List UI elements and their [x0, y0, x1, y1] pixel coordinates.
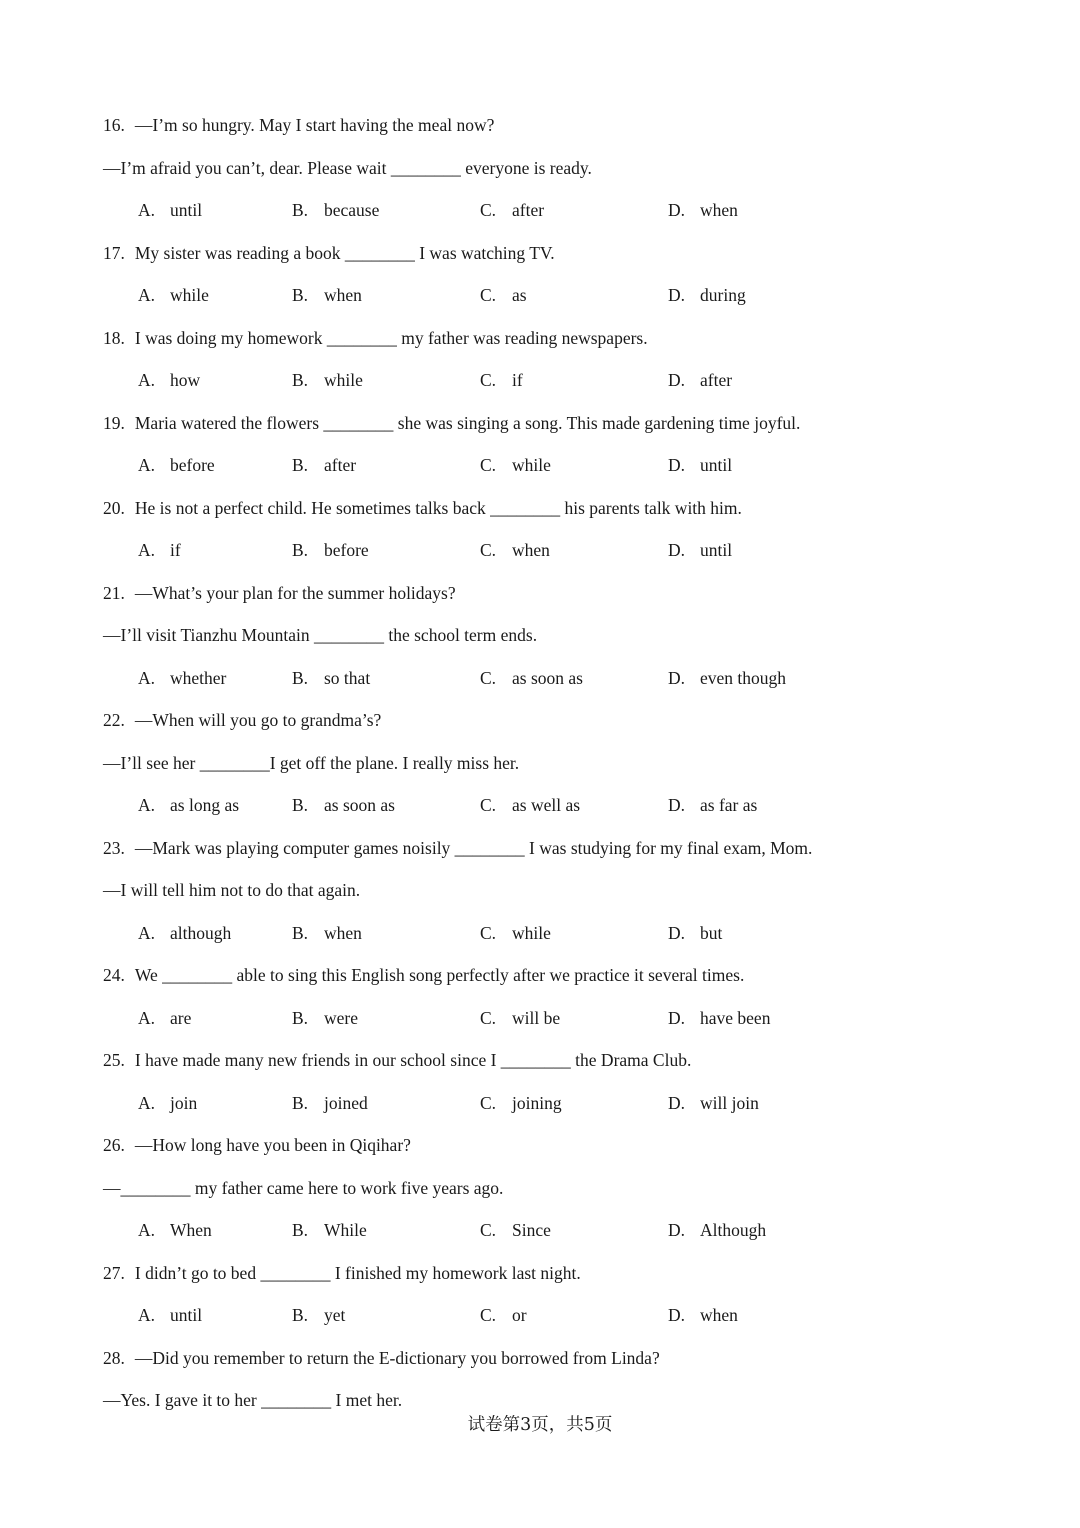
option-text: as soon as — [512, 667, 583, 688]
option-b — [292, 450, 356, 480]
option-letter: C. — [480, 667, 497, 688]
question-stem — [103, 833, 1003, 876]
option-letter: A. — [138, 795, 156, 815]
option-letter: D. — [668, 922, 686, 943]
option-letter: A. — [138, 922, 156, 943]
question-reply-line — [103, 875, 1003, 918]
option-text: are — [170, 1007, 192, 1028]
option-letter: D. — [668, 1220, 686, 1240]
option-b — [292, 663, 370, 693]
options-row — [103, 663, 1003, 706]
option-d — [668, 195, 738, 225]
option-d — [668, 918, 722, 948]
option-b — [292, 790, 395, 820]
option-text: how — [170, 370, 201, 390]
option-letter: A. — [138, 1305, 156, 1325]
option-text: when — [512, 540, 550, 560]
option-d — [668, 1215, 766, 1245]
question-text: —I’m so hungry. May I start having the meal now? — [134, 115, 495, 135]
option-letter: B. — [292, 1220, 309, 1240]
question-text: He is not a perfect child. He sometimes talks back ________ his parents talk with him. — [134, 497, 742, 518]
option-text: until — [170, 1305, 203, 1325]
question-stem — [103, 238, 1003, 281]
option-letter: B. — [292, 1305, 309, 1325]
option-d — [668, 1003, 770, 1033]
option-text: have been — [700, 1007, 771, 1028]
option-letter: D. — [668, 200, 686, 220]
option-a — [138, 535, 181, 565]
option-text: after — [512, 200, 545, 220]
option-text: even though — [700, 667, 787, 688]
option-b — [292, 365, 363, 395]
question-reply-line — [103, 1173, 1003, 1216]
question-number: 24. — [103, 965, 125, 985]
option-letter: A. — [138, 1220, 156, 1240]
option-text: when — [324, 285, 362, 305]
question-reply-line — [103, 748, 1003, 791]
option-text: Since — [512, 1220, 551, 1240]
option-text: yet — [324, 1305, 346, 1325]
question-number: 22. — [103, 710, 125, 730]
option-text: while — [512, 922, 551, 943]
option-letter: D. — [668, 540, 686, 560]
options-row — [103, 195, 1003, 238]
question-number: 25. — [103, 1050, 125, 1070]
option-text: whether — [170, 667, 227, 688]
option-text: as far as — [700, 795, 758, 815]
question-text: Maria watered the flowers ________ she was singing a song. This made gardening time joyful. — [134, 412, 801, 433]
question-text: I have made many new friends in our school since I ________ the Drama Club. — [134, 1050, 692, 1070]
option-letter: D. — [668, 370, 686, 390]
option-text: as soon as — [324, 795, 395, 815]
option-letter: B. — [292, 1007, 309, 1028]
question-number: 20. — [103, 497, 125, 518]
question-stem — [103, 493, 1003, 536]
options-row — [103, 450, 1003, 493]
option-d — [668, 663, 786, 693]
question-number: 21. — [103, 582, 125, 603]
option-text: While — [324, 1220, 367, 1240]
question-reply-line — [103, 620, 1003, 663]
option-text: as well as — [512, 795, 581, 815]
option-text: if — [512, 370, 523, 390]
question-text: —Did you remember to return the E-dictionary you borrowed from Linda? — [134, 1347, 660, 1368]
option-text: because — [324, 200, 380, 220]
option-letter: C. — [480, 455, 497, 475]
question-stem — [103, 1343, 1003, 1386]
option-a — [138, 663, 226, 693]
option-letter: D. — [668, 1305, 686, 1325]
option-letter: D. — [668, 795, 686, 815]
option-b — [292, 535, 369, 565]
option-text: as long as — [170, 795, 240, 815]
question-stem — [103, 1258, 1003, 1301]
option-letter: C. — [480, 1220, 497, 1240]
option-letter: D. — [668, 1092, 686, 1113]
option-c — [480, 918, 551, 948]
option-a — [138, 1300, 202, 1330]
option-letter: A. — [138, 1007, 156, 1028]
question-text: —I’ll see her ________I get off the plane. I really miss her. — [103, 752, 520, 773]
option-letter: D. — [668, 285, 686, 305]
question-text: —________ my father came here to work five years ago. — [103, 1177, 504, 1198]
option-text: while — [324, 370, 363, 390]
option-letter: C. — [480, 1305, 497, 1325]
option-c — [480, 663, 583, 693]
option-c — [480, 790, 580, 820]
option-c — [480, 1300, 527, 1330]
question-number: 28. — [103, 1347, 125, 1368]
option-d — [668, 790, 757, 820]
option-c — [480, 195, 544, 225]
option-letter: A. — [138, 285, 156, 305]
option-letter: C. — [480, 200, 497, 220]
question-stem — [103, 1130, 1003, 1173]
question-text: —I will tell him not to do that again. — [103, 880, 361, 900]
option-letter: C. — [480, 370, 497, 390]
option-text: when — [700, 1305, 738, 1325]
option-text: while — [512, 455, 551, 475]
option-letter: B. — [292, 370, 309, 390]
option-a — [138, 195, 202, 225]
question-text: I was doing my homework ________ my father was reading newspapers. — [134, 327, 648, 348]
option-letter: A. — [138, 370, 156, 390]
question-text: —How long have you been in Qiqihar? — [134, 1135, 411, 1155]
option-text: as — [512, 285, 527, 305]
option-d — [668, 1300, 738, 1330]
option-text: until — [700, 455, 733, 475]
question-text: —Yes. I gave it to her ________ I met her. — [103, 1390, 403, 1410]
question-stem — [103, 1045, 1003, 1088]
option-text: Although — [700, 1220, 767, 1240]
option-c — [480, 280, 527, 310]
options-row — [103, 790, 1003, 833]
option-text: will join — [700, 1092, 759, 1113]
option-text: until — [170, 200, 203, 220]
option-b — [292, 918, 362, 948]
option-a — [138, 1003, 191, 1033]
option-text: but — [700, 922, 723, 943]
option-a — [138, 365, 200, 395]
option-d — [668, 450, 732, 480]
option-a — [138, 790, 239, 820]
option-text: while — [170, 285, 209, 305]
option-text: after — [324, 455, 357, 475]
question-number: 18. — [103, 327, 125, 348]
option-letter: C. — [480, 922, 497, 943]
question-text: —Mark was playing computer games noisily ________ I was studying for my final exam, Mom. — [134, 837, 813, 858]
option-d — [668, 1088, 759, 1118]
option-letter: D. — [668, 1007, 686, 1028]
options-row — [103, 1215, 1003, 1258]
question-text: —I’m afraid you can’t, dear. Please wait ________ everyone is ready. — [103, 157, 592, 178]
option-text: joined — [324, 1092, 368, 1113]
question-stem — [103, 705, 1003, 748]
question-list — [103, 110, 1003, 1428]
option-c — [480, 365, 523, 395]
option-letter: C. — [480, 795, 497, 815]
option-letter: A. — [138, 1092, 156, 1113]
option-a — [138, 280, 209, 310]
option-d — [668, 280, 746, 310]
question-number: 17. — [103, 242, 125, 263]
option-b — [292, 1088, 368, 1118]
option-text: before — [324, 540, 369, 560]
question-stem — [103, 960, 1003, 1003]
option-letter: D. — [668, 667, 686, 688]
page-footer: 试卷第3页，共5页 — [467, 1415, 613, 1435]
options-row — [103, 280, 1003, 323]
question-stem — [103, 578, 1003, 621]
option-a — [138, 450, 215, 480]
option-letter: B. — [292, 200, 309, 220]
option-text: when — [700, 200, 738, 220]
option-b — [292, 280, 362, 310]
option-letter: C. — [480, 540, 497, 560]
option-text: until — [700, 540, 733, 560]
question-number: 26. — [103, 1135, 125, 1155]
option-text: if — [170, 540, 181, 560]
option-text: When — [170, 1220, 212, 1240]
option-a — [138, 1215, 212, 1245]
options-row — [103, 365, 1003, 408]
question-text: —I’ll visit Tianzhu Mountain ________ the school term ends. — [103, 625, 538, 645]
question-text: —What’s your plan for the summer holidays? — [134, 582, 456, 603]
option-text: so that — [324, 667, 371, 688]
option-text: will be — [512, 1007, 561, 1028]
option-text: before — [170, 455, 215, 475]
option-a — [138, 1088, 197, 1118]
options-row — [103, 1300, 1003, 1343]
option-c — [480, 450, 551, 480]
option-c — [480, 1215, 551, 1245]
question-text: My sister was reading a book ________ I was watching TV. — [134, 242, 555, 263]
options-row — [103, 1088, 1003, 1131]
option-d — [668, 365, 732, 395]
question-text: We ________ able to sing this English song perfectly after we practice it several times. — [134, 965, 745, 985]
question-number: 16. — [103, 115, 125, 135]
option-c — [480, 1088, 562, 1118]
option-letter: C. — [480, 1092, 497, 1113]
options-row — [103, 918, 1003, 961]
option-b — [292, 1215, 367, 1245]
question-text: I didn’t go to bed ________ I finished my homework last night. — [134, 1262, 581, 1283]
option-text: when — [324, 922, 362, 943]
option-d — [668, 535, 732, 565]
option-text: joining — [512, 1092, 562, 1113]
option-letter: B. — [292, 1092, 309, 1113]
option-letter: A. — [138, 200, 156, 220]
option-b — [292, 1300, 345, 1330]
options-row — [103, 1003, 1003, 1046]
option-letter: A. — [138, 540, 156, 560]
option-letter: B. — [292, 795, 309, 815]
option-letter: B. — [292, 455, 309, 475]
option-letter: B. — [292, 667, 309, 688]
options-row — [103, 535, 1003, 578]
option-text: although — [170, 922, 232, 943]
option-c — [480, 1003, 560, 1033]
option-c — [480, 535, 550, 565]
question-reply-line — [103, 153, 1003, 196]
option-letter: B. — [292, 540, 309, 560]
option-letter: B. — [292, 922, 309, 943]
question-stem — [103, 408, 1003, 451]
option-text: or — [512, 1305, 527, 1325]
option-b — [292, 195, 379, 225]
question-number: 23. — [103, 837, 125, 858]
question-text: —When will you go to grandma’s? — [134, 710, 382, 730]
option-b — [292, 1003, 358, 1033]
question-stem — [103, 323, 1003, 366]
option-letter: A. — [138, 667, 156, 688]
option-letter: B. — [292, 285, 309, 305]
question-number: 27. — [103, 1262, 125, 1283]
option-letter: C. — [480, 1007, 497, 1028]
option-text: during — [700, 285, 746, 305]
option-letter: D. — [668, 455, 686, 475]
option-a — [138, 918, 231, 948]
option-letter: C. — [480, 285, 497, 305]
question-stem — [103, 110, 1003, 153]
question-number: 19. — [103, 412, 125, 433]
option-letter: A. — [138, 455, 156, 475]
option-text: after — [700, 370, 733, 390]
option-text: join — [170, 1092, 198, 1113]
option-text: were — [324, 1007, 359, 1028]
